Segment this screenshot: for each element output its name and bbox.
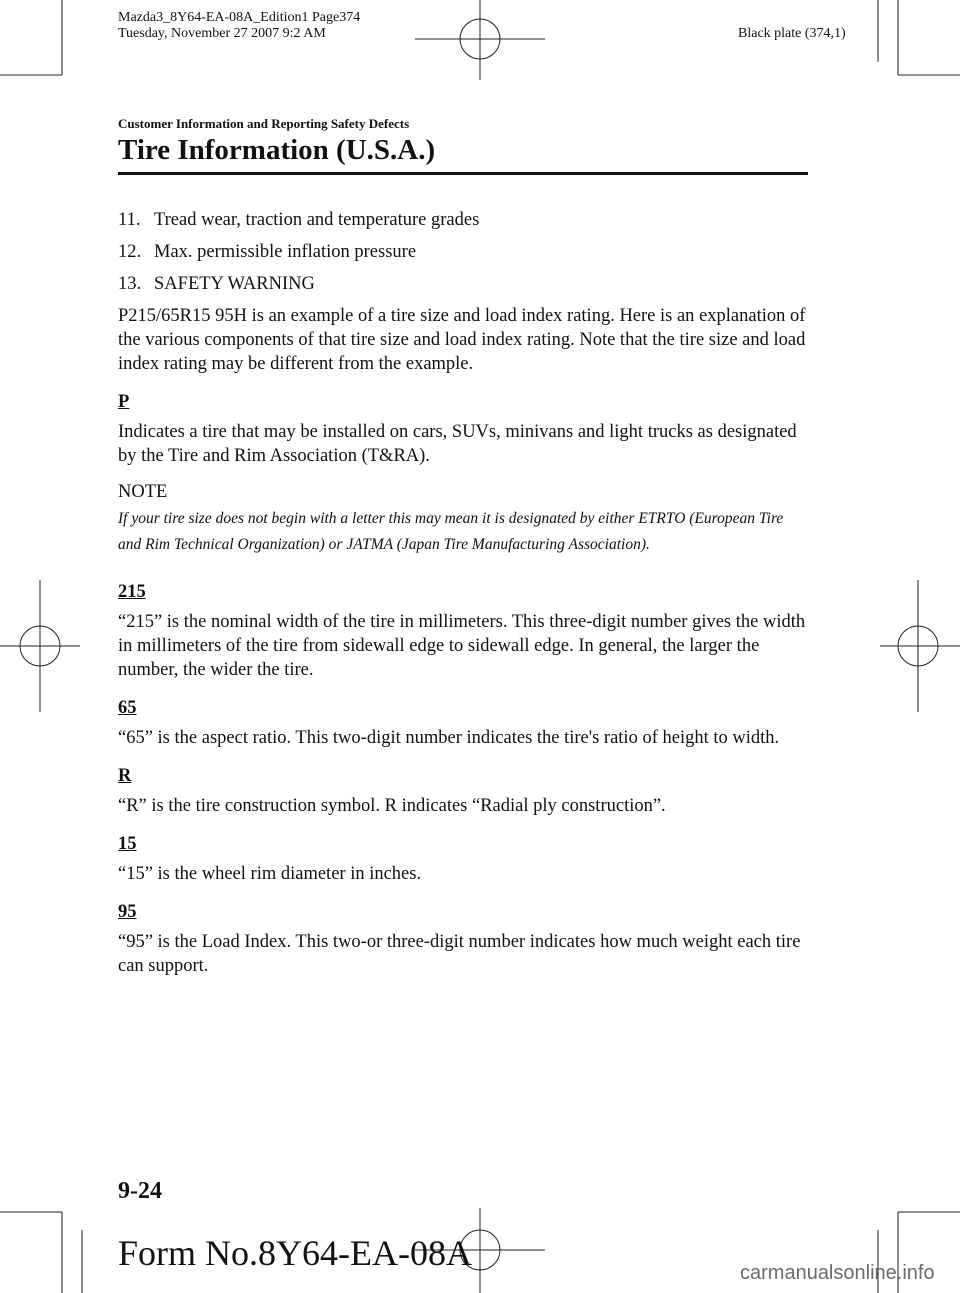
page-content	[118, 208, 808, 986]
plate-info: Black plate (374,1)	[738, 26, 846, 41]
section-heading-p: P	[118, 392, 130, 412]
form-number: Form No.8Y64-EA-08A	[118, 1233, 472, 1273]
section-text-215: “215” is the nominal width of the tire in millimeters. This three-digit number gives the width in millimeters of the tire from sidewall edge to sidewall edge. In general, the larger the number, the wider the tire.	[118, 612, 806, 680]
section-text-p: Indicates a tire that may be installed on cars, SUVs, minivans and light trucks as designated by the Tire and Rim Association (T&RA).	[118, 422, 797, 466]
page-title: Tire Information (U.S.A.)	[118, 134, 436, 166]
section-text-15: “15” is the wheel rim diameter in inches.	[118, 864, 422, 884]
file-timestamp: Tuesday, November 27 2007 9:2 AM	[118, 26, 326, 41]
list-item: 12. Max. permissible inflation pressure	[118, 242, 417, 262]
section-heading-15: 15	[118, 834, 137, 854]
title-rule	[118, 172, 808, 175]
section-text-r: “R” is the tire construction symbol. R indicates “Radial ply construction”.	[118, 796, 666, 816]
file-name: Mazda3_8Y64-EA-08A_Edition1 Page374	[118, 10, 361, 25]
section-heading-95: 95	[118, 902, 137, 922]
section-text-95: “95” is the Load Index. This two-or three-digit number indicates how much weight each tire can support.	[118, 932, 801, 976]
note-text: If your tire size does not begin with a letter this may mean it is designated by either ETRTO (European Tire and Rim Technical Organization) or JATMA (Japan Tire Manufacturing Association).	[118, 510, 784, 553]
section-heading-215: 215	[118, 582, 146, 602]
print-file-info	[118, 10, 360, 42]
section-heading-65: 65	[118, 698, 137, 718]
watermark: carmanualsonline.info	[740, 1262, 935, 1284]
section-label: Customer Information and Reporting Safety Defects	[118, 116, 410, 131]
list-item: 11. Tread wear, traction and temperature grades	[118, 210, 480, 230]
section-heading-r: R	[118, 766, 132, 786]
list-item: 13. SAFETY WARNING	[118, 274, 315, 294]
note-label: NOTE	[118, 482, 168, 502]
intro-paragraph: P215/65R15 95H is an example of a tire size and load index rating. Here is an explanation of the various components of that tire size and load index rating. Note that the tire size and load index rating may be different from the example.	[118, 306, 806, 374]
section-text-65: “65” is the aspect ratio. This two-digit number indicates the tire's ratio of height to width.	[118, 728, 780, 748]
page-number: 9-24	[118, 1178, 162, 1204]
